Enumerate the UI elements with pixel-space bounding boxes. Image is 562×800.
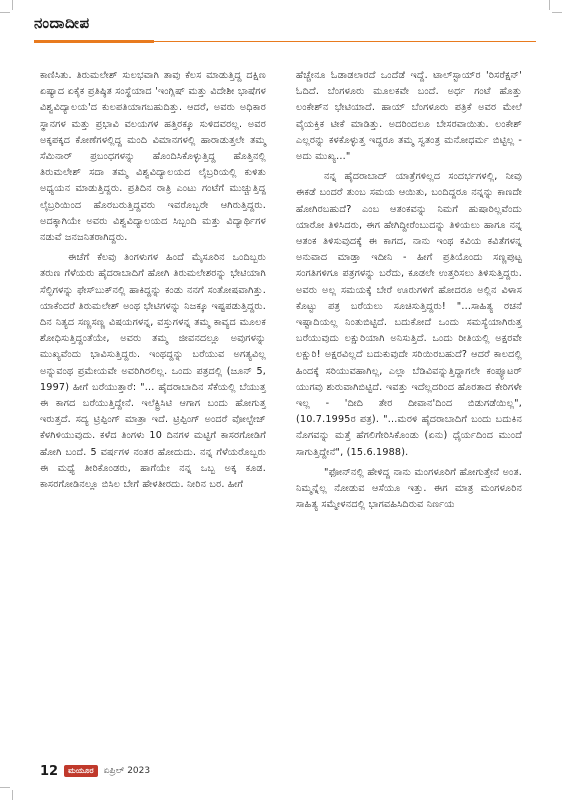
crop-mark xyxy=(0,12,10,13)
page-footer xyxy=(40,761,150,781)
paragraph: "ಫೋನ್‌ನಲ್ಲಿ ಹೇಳಿದ್ದ ನಾನು ಮಂಗಳೂರಿಗೆ ಹೋಗುತ್ತೇನೆ ಅಂತ. ನಿಮ್ಮನ್ನೆಲ್ಲ ನೋಡುವ ಆಸೆಯೂ ಇತ್ತು. ಈಗ ಮಾತ್ರ ಮಂಗಳೂರಿನ ಸಾಹಿತ್ಯ ಸಮ್ಮೇಳನದಲ್ಲಿ ಭಾಗವಹಿಸಿದಿರುವ ನಿರ್ಣಯ xyxy=(296,466,522,511)
right-column xyxy=(296,68,522,513)
issue-date: ಏಪ್ರಿಲ್ 2023 xyxy=(103,766,151,776)
paragraph: ನನ್ನ ಹೈದರಾಬಾದ್ ಯಾತ್ರೆಗಳಿಲ್ಲದ ಸಂದರ್ಭಗಳಲ್ಲಿ, ನೀವು ಈಕಡೆ ಬಂದರೆ ತುಂಬ ಸಮಯ ಆಯಿತು, ಬಂದಿದ್ದರೂ ನನ್ನನ್ನು ಕಾಣದೇ ಹೋಗಿರಬಹುದೆ? ಎಂಬ ಆತಂಕವನ್ನು ನಿಮಗೆ ಹುಷಾರಿಲ್ಲವೆಂದು ಯಾರೋ ತಿಳಿಸಿದರು, ಈಗ ಹೇಗಿದ್ದೀರೆಂಬುದನ್ನು ತಿಳಿಯಲು ಹಾಗೂ ನನ್ನ ಆತಂಕ ತಿಳಿಸುವುದಕ್ಕೆ ಈ ಕಾಗದ, ನಾನು ಇಂಥ ಕವಿಯ ಕವಿತೆಗಳನ್ನ ಅನುವಾದ ಮಾಡ್ತಾ ಇದೀನಿ - ಹೀಗೆ ಪ್ರತಿಯೊಂದು ಸಣ್ಣಪುಟ್ಟ ಸಂಗತಿಗಳಿಗೂ ಪತ್ರಗಳನ್ನು ಬರೆದು, ಕೂಡಲೇ ಉತ್ತರಿಸಲು ತಿಳಿಸುತ್ತಿದ್ದರು. ಅವರು ಅಲ್ಲ ಸಮಯಕ್ಕೆ ಬೇರೆ ಊರುಗಳಿಗೆ ಹೋದರೂ ಅಲ್ಲಿನ ವಿಳಾಸ ಕೊಟ್ಟು ಪತ್ರ ಬರೆಯಲು ಸೂಚಿಸುತ್ತಿದ್ದರು! "...ಸಾಹಿತ್ಯ ರಚನೆ ಇಷ್ಟಾದಿಯಲ್ಲ ನಿಂತುಬಿಟ್ಟಿದೆ. ಬದುಕೋದೆ ಒಂದು ಸಮಸ್ಯೆಯಾಗಿರುತ್ತ ಬರೆಯುವುದು ಲಕ್ಷುರಿಯಾಗಿ ಅನಿಸುತ್ತಿದೆ. ಒಂದು ರೀತಿಯಲ್ಲಿ ಅಕ್ಷರವೇ ಲಕ್ಷುರಿ! ಅಕ್ಷರವಿಲ್ಲದೆ ಬದುಕುವುದೇ ಸರಿಯಿರಬಹುದೆ? ಆದರೆ ಕಾಲದಲ್ಲಿ ಹಿಂದಕ್ಕೆ ಸರಿಯುವಹಾಗಿಲ್ಲ, ಎಲ್ಲಾ ಬೆಡಿವಿವನ್ನುತ್ತಿದ್ದಾಗಲೇ ಕಂಪ್ಯೂಟರ್ ಯುಗವು ಶುರುವಾಗಿಬಿಟ್ಟಿದೆ. ಇವತ್ತು ಇದೆಲ್ಲದರಿಂದ ಹೊರತಾದ ಕೇರಿಗಳೇ ಇಲ್ಲ - 'ದೀದಿ ತೇರ ದೀವಾನ'ದಿಂದ ಬಿಡುಗಡೆಯಿಲ್ಲ", (10.7.1995ರ ಪತ್ರ). "...ಮರಳಿ ಹೈದರಾಬಾದಿಗೆ ಬಂದು ಬದುಕಿನ ನೊಗವನ್ನು ಮತ್ತೆ ಹೆಗಲಿಗೇರಿಸಿಕೊಂಡು (ಏನು) ಧೈರ್ಯದಿಂದ ಮುಂದೆ ಸಾಗುತ್ತಿದ್ದೇನೆ", (15.6.1988). xyxy=(296,171,522,458)
magazine-logo: ಮಯೂರ xyxy=(64,765,98,777)
page-number: 12 xyxy=(40,763,59,779)
page-header xyxy=(34,14,536,54)
header-accent-rule xyxy=(34,40,154,43)
crop-mark xyxy=(12,790,13,800)
header-rule xyxy=(154,41,536,42)
paragraph: ಈಚೆಗೆ ಕೆಲವು ತಿಂಗಳುಗಳ ಹಿಂದೆ ಮೈಸೂರಿನ ಒಂದಿಬ್ಬರು ತರುಣ ಗೆಳೆಯರು ಹೈದರಾಬಾದಿಗೆ ಹೋಗಿ ತಿರುಮಲೇಶರನ್ನು ಭೇಟಿಯಾಗಿ ಸೆಲ್ಫಿಗಳನ್ನು ಫೇಸ್‌ಬುಕ್‌ನಲ್ಲಿ ಹಾಕಿದ್ದನ್ನು ಕಂಡು ನನಗೆ ಸಂತೋಷವಾಗಿತ್ತು. ಯಾಕೆಂದರೆ ತಿರುಮಲೇಶ್ ಅಂಥ ಭೇಟಿಗಳನ್ನು ನಿಜಕ್ಕೂ ಇಷ್ಟಪಡುತ್ತಿದ್ದರು. ದಿನ ನಿತ್ಯದ ಸಣ್ಣಸಣ್ಣ ವಿಷಯಗಳನ್ನ, ವಸ್ತುಗಳನ್ನ ತಮ್ಮ ಕಾವ್ಯದ ಮೂಲಕ ಶೋಧಿಸುತ್ತಿದ್ದಂತೆಯೇ, ಅವರು ತಮ್ಮ ಜೀವನದಲ್ಲೂ ಅವುಗಳನ್ನು ಮುಖ್ಯವೆಂದು ಭಾವಿಸುತ್ತಿದ್ದರು. ಇಂಥದ್ದನ್ನು ಬರೆಯುವ ಅಗತ್ಯವಿಲ್ಲ ಅನ್ನುವಂಥ ಪ್ರಮೇಯವೇ ಅವರಿಗಿರಲಿಲ್ಲ. ಒಂದು ಪತ್ರದಲ್ಲಿ (ಜೂನ್ 5, 1997) ಹೀಗೆ ಬರೆಯುತ್ತಾರೆ: "... ಹೈದರಾಬಾದಿನ ಸೆಕೆಯಲ್ಲಿ ಬೆಯುತ್ತ ಈ ಕಾಗದ ಬರೆಯುತ್ತಿದ್ದೇನೆ. ಇಲೆಕ್ಟ್ರಿಸಿಟಿ ಆಗಾಗ ಬಂದು ಹೋಗುತ್ತ ಇರುತ್ತದೆ. ಸದ್ಯ ಟ್ರಿಪ್ಪಿಂಗ್ ಮಾತ್ರಾ ಇದೆ. ಟ್ರಿಪ್ಪಿಂಗ್ ಅಂದರೆ ವೋಲ್ಟೇಜ್ ಕೆಳಗಿಳಿಯುವುದು. ಕಳೆದ ತಿಂಗಳು 10 ದಿನಗಳ ಮಟ್ಟಿಗೆ ಕಾಸರಗೋಡಿಗೆ ಹೋಗಿ ಬಂದೆ. 5 ವರ್ಷಗಳ ನಂತರ ಹೋದುದು. ನನ್ನ ಗೆಳೆಯರೊಬ್ಬರು ಈ ಮಧ್ಯೆ ತೀರಿಕೊಂಡರು, ಹಾಗೆಯೇ ನನ್ನ ಒಬ್ಬ ಅಕ್ಕ ಕೂಡ. ಕಾಸರಗೋಡಿನಲ್ಲೂ ಬಿಸಿಲ ಬೇಗೆ ಹೇಳತೀರದು. ನೀರಿನ ಬರ. ಹೀಗೆ xyxy=(40,252,266,491)
crop-mark xyxy=(549,0,550,10)
crop-mark xyxy=(552,12,562,13)
paragraph: ಹೆಚ್ಚೇನೂ ಓಡಾಡಲಾರದೆ ಒಂದೆಡೆ ಇದ್ದೆ. ಟಾಲ್‌ಸ್ಟಾಯ್‌ರ 'ರಿಸರೆಕ್ಷನ್' ಓದಿದೆ. ಬೆಂಗಳೂರು ಮೂಲಕವೇ ಬಂದೆ. ಅರ್ಧ ಗಂಟೆ ಹೊತ್ತು ಲಂಕೇಶ್‌ನ ಭೇಟಿಯಾದೆ. ಹಾಯ್ ಬೆಂಗಳೂರು ಪತ್ರಿಕೆ ಅವರ ಮೇಲೆ ವೈಯಕ್ತಿಕ ಟೀಕೆ ಮಾಡಿತ್ತು. ಅದರಿಂದಲೂ ಬೇಸರವಾಯಿತು. ಲಂಕೇಶ್ ಎಲ್ಲರನ್ನು ಕಳಕೊಳ್ಳುತ್ತ ಇದ್ದರೂ ತಮ್ಮ ಸ್ವತಂತ್ರ ಮನೋಧರ್ಮ ಬಿಟ್ಟಿಲ್ಲ - ಅದು ಮುಖ್ಯ..." xyxy=(296,70,522,163)
left-column xyxy=(40,68,266,493)
crop-mark xyxy=(0,787,10,788)
paragraph: ಕಾಣಿಸಿತು. ತಿರುಮಲೇಶ್ ಸುಲಭವಾಗಿ ತಾವು ಕೆಲಸ ಮಾಡುತ್ತಿದ್ದ ದಕ್ಷಿಣ ಏಷ್ಯಾದ ಏಕೈಕ ಪ್ರತಿಷ್ಠಿತ ಸಂಸ್ಥೆಯಾದ 'ಇಂಗ್ಲಿಷ್ ಮತ್ತು ವಿದೇಶೀ ಭಾಷೆಗಳ ವಿಶ್ವವಿದ್ಯಾಲಯ'ದ ಕುಲಪತಿಯಾಗಬಹುದಿತ್ತು. ಆದರೆ, ಅವರು ಅಧಿಕಾರ ಸ್ಥಾನಗಳ ಮತ್ತು ಪ್ರಭಾವಿ ವಲಯಗಳ ಹತ್ತಿರಕ್ಕೂ ಸುಳಿದವರಲ್ಲ. ಅವರ ಅಕ್ಕಪಕ್ಕದ ಕೋಣೆಗಳಲ್ಲಿದ್ದ ಮಂದಿ ವಿಮಾನಗಳಲ್ಲಿ ಹಾರಾಡುತ್ತಲೇ ತಮ್ಮ ಸೆಮಿನಾರ್ ಪ್ರಬಂಧಗಳನ್ನು ಹೊಂದಿಸಿಕೊಳ್ಳುತ್ತಿದ್ದ ಹೊತ್ತಿನಲ್ಲಿ ತಿರುಮಲೇಶ್ ಸದಾ ತಮ್ಮ ವಿಶ್ವವಿದ್ಯಾಲಯದ ಲೈಬ್ರರಿಯಲ್ಲಿ ಕುಳಿತು ಅಧ್ಯಯನ ಮಾಡುತ್ತಿದ್ದರು. ಪ್ರತಿದಿನ ರಾತ್ರಿ ಎಂಟು ಗಂಟೆಗೆ ಮುಚ್ಚುತ್ತಿದ್ದ ಲೈಬ್ರರಿಯಿಂದ ಹೊರಬರುತ್ತಿದ್ದವರು ಇವರೊಬ್ಬರೇ ಆಗಿರುತ್ತಿದ್ದರು. ಅದಕ್ಕಾಗಿಯೇ ಅವರು ವಿಶ್ವವಿದ್ಯಾಲಯದ ಸಿಬ್ಬಂದಿ ಮತ್ತು ವಿದ್ಯಾರ್ಥಿಗಳ ನಡುವೆ ಜನಜನಿತರಾಗಿದ್ದರು. xyxy=(40,70,266,244)
crop-mark xyxy=(12,0,13,10)
section-title: ನಂದಾದೀಪ xyxy=(34,14,90,32)
